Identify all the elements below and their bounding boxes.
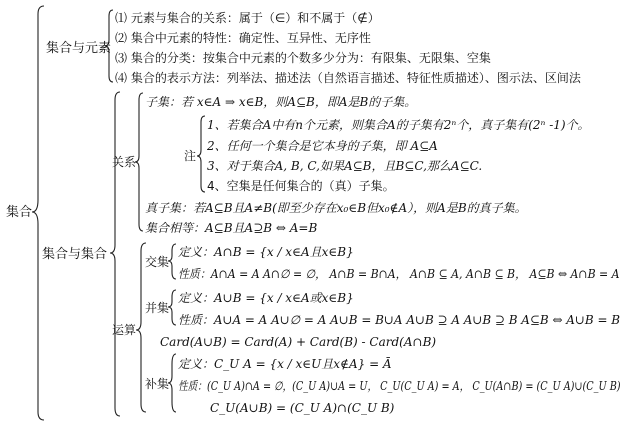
- complement-properties: 性质：(C_U A)∩A = ∅，(C_U A)∪A = U， C_U(C_U A) = A， C_U(A∩B) = (C_U A)∪(C_U B): [178, 379, 621, 393]
- union-brace: [168, 290, 176, 325]
- section1-item-3: ⑶ 集合的分类：按集合中元素的个数多少分为：有限集、无限集、空集: [115, 51, 491, 65]
- note-1: 1、若集合A中有n个元素，则集合A的子集有2ⁿ个，真子集有(2ⁿ -1)个。: [207, 118, 590, 132]
- complement-brace: [168, 354, 176, 412]
- section1-item-2: ⑵ 集合中元素的特性：确定性、互异性、无序性: [115, 31, 371, 45]
- note-brace: [197, 116, 205, 192]
- proper-subset-definition: 真子集：若A⊆B且A≠B(即至少存在x₀∈B但x₀∉A），则A是B的真子集。: [145, 201, 527, 215]
- union-title: 并集: [145, 301, 170, 315]
- section1-item-1: ⑴ 元素与集合的关系：属于（∈）和不属于（∉）: [115, 11, 380, 25]
- relation-brace: [135, 93, 143, 231]
- complement-title: 补集: [145, 377, 170, 391]
- union-definition: 定义：A∪B = {x / x∈A或x∈B}: [178, 291, 354, 305]
- operation-title: 运算: [112, 323, 137, 337]
- complement-definition: 定义：C_U A = {x / x∈U且x∉A} = Ā: [178, 357, 392, 371]
- note-3: 3、对于集合A, B, C,如果A⊆B，且B⊆C,那么A⊆C.: [207, 159, 483, 173]
- relation-title: 关系: [112, 155, 137, 169]
- note-4: 4、空集是任何集合的（真）子集。: [207, 179, 395, 193]
- section1-item-4: ⑷ 集合的表示方法：列举法、描述法（自然语言描述、特征性质描述）、图示法、区间法: [115, 71, 581, 85]
- cardinality-formula: Card(A∪B) = Card(A) + Card(B) - Card(A∩B): [160, 335, 437, 349]
- set-equality: 集合相等：A⊆B且A⊇B ⇔ A=B: [145, 221, 318, 235]
- root-brace: [32, 6, 44, 420]
- subset-definition: 子集：若 x∈A ⇒ x∈B，则A⊆B，即A是B的子集。: [145, 95, 417, 109]
- complement-properties-2: C_U(A∪B) = (C_U A)∩(C_U B): [210, 401, 395, 415]
- intersection-definition: 定义：A∩B = {x / x∈A且x∈B}: [178, 245, 354, 259]
- section1-title: 集合与元素: [46, 41, 112, 56]
- intersection-title: 交集: [145, 255, 170, 269]
- section2-brace: [110, 92, 120, 416]
- intersection-properties: 性质：A∩A = A A∩∅ = ∅， A∩B = B∩A， A∩B ⊆ A, A∩B ⊆ B， A⊆B ⇔ A∩B = A: [178, 267, 620, 281]
- section2-title: 集合与集合: [42, 247, 108, 262]
- intersection-brace: [168, 244, 176, 279]
- note-label: 注: [184, 149, 197, 163]
- root-title: 集合: [6, 205, 33, 220]
- union-properties: 性质：A∪A = A A∪∅ = A A∪B = B∪A A∪B ⊇ A A∪B ⊇ B A⊆B ⇔ A∪B = B: [178, 313, 621, 327]
- note-2: 2、任何一个集合是它本身的子集，即 A⊆A: [207, 139, 438, 153]
